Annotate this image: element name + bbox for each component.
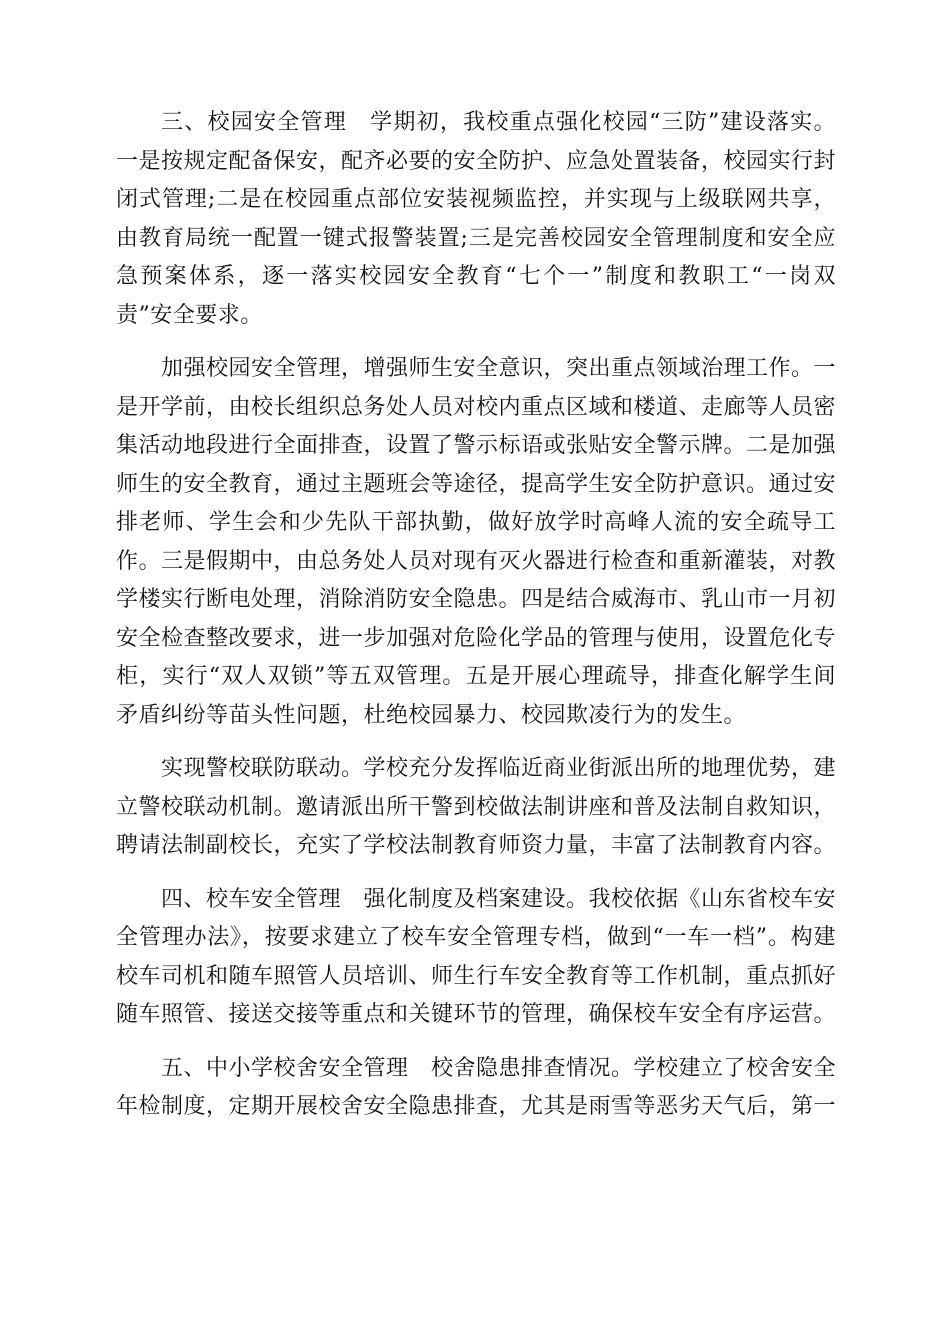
paragraph-school-bus-safety: 四、校车安全管理 强化制度及档案建设。我校依据《山东省校车安全管理办法》，按要求建立了校车安全管理专档，做到“一车一档”。构建校车司机和随车照管人员培训、师生行车安全教育等工作机制，重点抓好随车照管、接送交接等重点和关键环节的管理，确保校车安全有序运营。: [116, 886, 837, 1027]
paragraph-strengthen-management: 加强校园安全管理，增强师生安全意识，突出重点领域治理工作。一是开学前，由校长组织总务处人员对校内重点区域和楼道、走廊等人员密集活动地段进行全面排查，设置了警示标语或张贴安全警示牌。二是加强师生的安全教育，通过主题班会等途径，提高学生安全防护意识。通过安排老师、学生会和少先队干部执勤，做好放学时高峰人流的安全疏导工作。三是假期中，由总务处人员对现有灭火器进行检查和重新灌装，对教学楼实行断电处理，消除消防安全隐患。四是结合威海市、乳山市一月初安全检查整改要求，进一步加强对危险化学品的管理与使用，设置危化专柜，实行“双人双锁”等五双管理。五是开展心理疏导，排查化解学生间矛盾纠纷等苗头性问题，杜绝校园暴力、校园欺凌行为的发生。: [116, 356, 837, 728]
document-body: [116, 104, 836, 1142]
paragraph-school-building-safety: 五、中小学校舍安全管理 校舍隐患排查情况。学校建立了校舍安全年检制度，定期开展校舍安全隐患排查，尤其是雨雪等恶劣天气后，第一: [116, 1055, 837, 1119]
paragraph-police-school-linkage: 实现警校联防联动。学校充分发挥临近商业街派出所的地理优势，建立警校联动机制。邀请派出所干警到校做法制讲座和普及法制自救知识，聘请法制副校长，充实了学校法制教育师资力量，丰富了法制教育内容。: [116, 756, 837, 858]
paragraph-campus-safety: 三、校园安全管理 学期初，我校重点强化校园“三防”建设落实。一是按规定配备保安，配齐必要的安全防护、应急处置装备，校园实行封闭式管理;二是在校园重点部位安装视频监控，并实现与上级联网共享，由教育局统一配置一键式报警装置;三是完善校园安全管理制度和安全应急预案体系，逐一落实校园安全教育“七个一”制度和教职工“一岗双责”安全要求。: [116, 110, 837, 328]
